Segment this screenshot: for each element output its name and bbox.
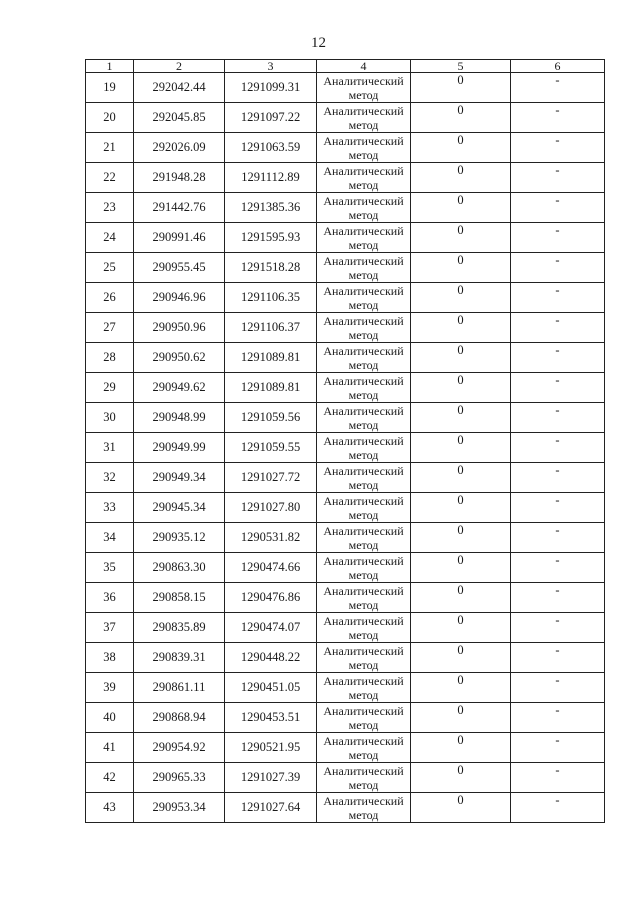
table-row (86, 103, 605, 133)
cell-point-number: 35 (86, 553, 134, 583)
cell-coordinate-x: 291442.76 (134, 193, 225, 223)
cell-coordinate-y: 1291097.22 (225, 103, 317, 133)
cell-col5: 0 (411, 193, 511, 223)
cell-col6: - (511, 493, 605, 523)
table-row (86, 613, 605, 643)
method-line-1: Аналитический (323, 343, 404, 358)
table-header-row (86, 60, 605, 73)
cell-point-number: 21 (86, 133, 134, 163)
cell-col5: 0 (411, 613, 511, 643)
cell-col6: - (511, 763, 605, 793)
cell-method (317, 763, 411, 793)
cell-coordinate-y: 1291595.93 (225, 223, 317, 253)
cell-coordinate-y: 1291106.35 (225, 283, 317, 313)
cell-coordinate-y: 1290476.86 (225, 583, 317, 613)
table-row (86, 313, 605, 343)
cell-point-number: 28 (86, 343, 134, 373)
cell-point-number: 23 (86, 193, 134, 223)
cell-method (317, 463, 411, 493)
cell-method (317, 733, 411, 763)
cell-coordinate-y: 1290531.82 (225, 523, 317, 553)
cell-coordinate-x: 290949.99 (134, 433, 225, 463)
cell-point-number: 32 (86, 463, 134, 493)
method-line-1: Аналитический (323, 283, 404, 298)
method-line-1: Аналитический (323, 253, 404, 268)
method-line-2: метод (348, 657, 379, 672)
method-line-2: метод (348, 327, 379, 342)
cell-method (317, 253, 411, 283)
cell-col6: - (511, 403, 605, 433)
cell-col5: 0 (411, 313, 511, 343)
method-line-2: метод (348, 117, 379, 132)
cell-coordinate-y: 1290451.05 (225, 673, 317, 703)
table-row (86, 373, 605, 403)
cell-coordinate-y: 1291027.64 (225, 793, 317, 823)
cell-col5: 0 (411, 643, 511, 673)
cell-method (317, 613, 411, 643)
method-line-2: метод (348, 297, 379, 312)
cell-col6: - (511, 343, 605, 373)
cell-col6: - (511, 583, 605, 613)
cell-col6: - (511, 553, 605, 583)
cell-col5: 0 (411, 283, 511, 313)
cell-col6: - (511, 73, 605, 103)
table-row (86, 643, 605, 673)
cell-col5: 0 (411, 793, 511, 823)
cell-coordinate-x: 290861.11 (134, 673, 225, 703)
method-line-1: Аналитический (323, 433, 404, 448)
cell-coordinate-y: 1291063.59 (225, 133, 317, 163)
cell-coordinate-y: 1291112.89 (225, 163, 317, 193)
cell-point-number: 25 (86, 253, 134, 283)
cell-col6: - (511, 253, 605, 283)
cell-coordinate-x: 290953.34 (134, 793, 225, 823)
header-col-2: 2 (134, 60, 225, 73)
table-row (86, 703, 605, 733)
method-line-2: метод (348, 717, 379, 732)
method-line-2: метод (348, 597, 379, 612)
method-line-2: метод (348, 357, 379, 372)
cell-coordinate-x: 290945.34 (134, 493, 225, 523)
method-line-1: Аналитический (323, 553, 404, 568)
method-line-2: метод (348, 747, 379, 762)
method-line-1: Аналитический (323, 403, 404, 418)
method-line-2: метод (348, 387, 379, 402)
method-line-2: метод (348, 87, 379, 102)
method-line-2: метод (348, 567, 379, 582)
cell-col6: - (511, 193, 605, 223)
cell-method (317, 493, 411, 523)
cell-coordinate-y: 1291027.80 (225, 493, 317, 523)
cell-col5: 0 (411, 553, 511, 583)
cell-method (317, 523, 411, 553)
header-col-4: 4 (317, 60, 411, 73)
cell-method (317, 643, 411, 673)
cell-method (317, 793, 411, 823)
cell-col5: 0 (411, 733, 511, 763)
cell-method (317, 73, 411, 103)
table-row (86, 493, 605, 523)
table-row (86, 523, 605, 553)
cell-col6: - (511, 103, 605, 133)
cell-col5: 0 (411, 673, 511, 703)
header-col-3: 3 (225, 60, 317, 73)
cell-point-number: 31 (86, 433, 134, 463)
table-row (86, 223, 605, 253)
method-line-1: Аналитический (323, 133, 404, 148)
cell-col6: - (511, 373, 605, 403)
header-col-1: 1 (86, 60, 134, 73)
cell-col6: - (511, 673, 605, 703)
cell-method (317, 673, 411, 703)
cell-coordinate-y: 1291089.81 (225, 373, 317, 403)
cell-col5: 0 (411, 493, 511, 523)
cell-col5: 0 (411, 703, 511, 733)
method-line-1: Аналитический (323, 103, 404, 118)
cell-col6: - (511, 133, 605, 163)
cell-point-number: 24 (86, 223, 134, 253)
cell-coordinate-x: 290946.96 (134, 283, 225, 313)
table-row (86, 583, 605, 613)
cell-point-number: 33 (86, 493, 134, 523)
method-line-1: Аналитический (323, 493, 404, 508)
method-line-1: Аналитический (323, 313, 404, 328)
table-row (86, 343, 605, 373)
cell-coordinate-x: 290935.12 (134, 523, 225, 553)
cell-col6: - (511, 283, 605, 313)
cell-coordinate-y: 1291385.36 (225, 193, 317, 223)
method-line-1: Аналитический (323, 763, 404, 778)
cell-method (317, 313, 411, 343)
cell-col5: 0 (411, 103, 511, 133)
cell-col5: 0 (411, 73, 511, 103)
cell-method (317, 103, 411, 133)
cell-coordinate-y: 1291059.55 (225, 433, 317, 463)
table-row (86, 463, 605, 493)
method-line-2: метод (348, 807, 379, 822)
cell-col5: 0 (411, 133, 511, 163)
cell-coordinate-y: 1290521.95 (225, 733, 317, 763)
cell-coordinate-x: 290949.34 (134, 463, 225, 493)
method-line-1: Аналитический (323, 373, 404, 388)
cell-col5: 0 (411, 163, 511, 193)
cell-point-number: 19 (86, 73, 134, 103)
method-line-2: метод (348, 207, 379, 222)
cell-coordinate-x: 290839.31 (134, 643, 225, 673)
cell-col5: 0 (411, 253, 511, 283)
cell-col6: - (511, 223, 605, 253)
table-row (86, 163, 605, 193)
cell-col6: - (511, 163, 605, 193)
method-line-2: метод (348, 537, 379, 552)
method-line-2: метод (348, 627, 379, 642)
cell-coordinate-x: 290835.89 (134, 613, 225, 643)
header-col-6: 6 (511, 60, 605, 73)
cell-coordinate-y: 1291099.31 (225, 73, 317, 103)
cell-col6: - (511, 643, 605, 673)
cell-col5: 0 (411, 763, 511, 793)
table-row (86, 433, 605, 463)
cell-coordinate-x: 290954.92 (134, 733, 225, 763)
method-line-1: Аналитический (323, 193, 404, 208)
method-line-1: Аналитический (323, 613, 404, 628)
cell-coordinate-x: 290991.46 (134, 223, 225, 253)
table-row (86, 133, 605, 163)
method-line-1: Аналитический (323, 463, 404, 478)
cell-point-number: 29 (86, 373, 134, 403)
cell-col5: 0 (411, 463, 511, 493)
cell-coordinate-x: 292042.44 (134, 73, 225, 103)
cell-coordinate-x: 290948.99 (134, 403, 225, 433)
cell-point-number: 39 (86, 673, 134, 703)
cell-method (317, 223, 411, 253)
cell-coordinate-y: 1291106.37 (225, 313, 317, 343)
method-line-1: Аналитический (323, 523, 404, 538)
cell-coordinate-y: 1290474.66 (225, 553, 317, 583)
cell-col6: - (511, 613, 605, 643)
cell-col5: 0 (411, 223, 511, 253)
cell-coordinate-x: 291948.28 (134, 163, 225, 193)
cell-method (317, 703, 411, 733)
cell-method (317, 433, 411, 463)
method-line-2: метод (348, 477, 379, 492)
table-body (86, 73, 605, 823)
cell-coordinate-y: 1290474.07 (225, 613, 317, 643)
cell-method (317, 403, 411, 433)
cell-coordinate-y: 1291027.39 (225, 763, 317, 793)
cell-col5: 0 (411, 433, 511, 463)
cell-point-number: 20 (86, 103, 134, 133)
method-line-2: метод (348, 267, 379, 282)
cell-coordinate-y: 1291089.81 (225, 343, 317, 373)
cell-method (317, 193, 411, 223)
cell-col6: - (511, 523, 605, 553)
table-row (86, 763, 605, 793)
table-row (86, 193, 605, 223)
cell-method (317, 553, 411, 583)
cell-method (317, 343, 411, 373)
page-number: 12 (311, 35, 326, 51)
table-row (86, 673, 605, 703)
method-line-2: метод (348, 507, 379, 522)
cell-col5: 0 (411, 583, 511, 613)
cell-col6: - (511, 313, 605, 343)
method-line-2: метод (348, 237, 379, 252)
method-line-1: Аналитический (323, 583, 404, 598)
coordinates-table (85, 59, 605, 823)
cell-coordinate-y: 1290453.51 (225, 703, 317, 733)
cell-point-number: 26 (86, 283, 134, 313)
cell-col6: - (511, 463, 605, 493)
cell-coordinate-x: 290965.33 (134, 763, 225, 793)
cell-coordinate-y: 1291059.56 (225, 403, 317, 433)
method-line-1: Аналитический (323, 733, 404, 748)
cell-col5: 0 (411, 373, 511, 403)
method-line-1: Аналитический (323, 163, 404, 178)
table-row (86, 793, 605, 823)
cell-col5: 0 (411, 523, 511, 553)
table-row (86, 283, 605, 313)
cell-point-number: 40 (86, 703, 134, 733)
method-line-2: метод (348, 177, 379, 192)
method-line-1: Аналитический (323, 643, 404, 658)
cell-coordinate-x: 290950.96 (134, 313, 225, 343)
cell-col6: - (511, 733, 605, 763)
cell-coordinate-y: 1291518.28 (225, 253, 317, 283)
table-row (86, 553, 605, 583)
cell-col6: - (511, 433, 605, 463)
method-line-1: Аналитический (323, 703, 404, 718)
cell-coordinate-x: 292026.09 (134, 133, 225, 163)
cell-point-number: 42 (86, 763, 134, 793)
table-row (86, 403, 605, 433)
method-line-1: Аналитический (323, 223, 404, 238)
cell-point-number: 36 (86, 583, 134, 613)
cell-point-number: 38 (86, 643, 134, 673)
cell-coordinate-y: 1291027.72 (225, 463, 317, 493)
table-row (86, 253, 605, 283)
method-line-2: метод (348, 147, 379, 162)
cell-method (317, 373, 411, 403)
cell-point-number: 30 (86, 403, 134, 433)
cell-coordinate-x: 292045.85 (134, 103, 225, 133)
cell-coordinate-y: 1290448.22 (225, 643, 317, 673)
table-row (86, 733, 605, 763)
cell-method (317, 283, 411, 313)
method-line-1: Аналитический (323, 73, 404, 88)
cell-point-number: 34 (86, 523, 134, 553)
cell-col6: - (511, 703, 605, 733)
cell-coordinate-x: 290868.94 (134, 703, 225, 733)
header-col-5: 5 (411, 60, 511, 73)
cell-coordinate-x: 290858.15 (134, 583, 225, 613)
method-line-2: метод (348, 777, 379, 792)
method-line-2: метод (348, 687, 379, 702)
cell-point-number: 37 (86, 613, 134, 643)
cell-method (317, 583, 411, 613)
cell-col6: - (511, 793, 605, 823)
cell-coordinate-x: 290949.62 (134, 373, 225, 403)
cell-method (317, 163, 411, 193)
method-line-2: метод (348, 447, 379, 462)
cell-method (317, 133, 411, 163)
method-line-2: метод (348, 417, 379, 432)
method-line-1: Аналитический (323, 793, 404, 808)
method-line-1: Аналитический (323, 673, 404, 688)
cell-point-number: 22 (86, 163, 134, 193)
cell-point-number: 27 (86, 313, 134, 343)
cell-coordinate-x: 290950.62 (134, 343, 225, 373)
cell-coordinate-x: 290863.30 (134, 553, 225, 583)
table-row (86, 73, 605, 103)
cell-point-number: 41 (86, 733, 134, 763)
cell-col5: 0 (411, 403, 511, 433)
cell-col5: 0 (411, 343, 511, 373)
cell-point-number: 43 (86, 793, 134, 823)
cell-coordinate-x: 290955.45 (134, 253, 225, 283)
